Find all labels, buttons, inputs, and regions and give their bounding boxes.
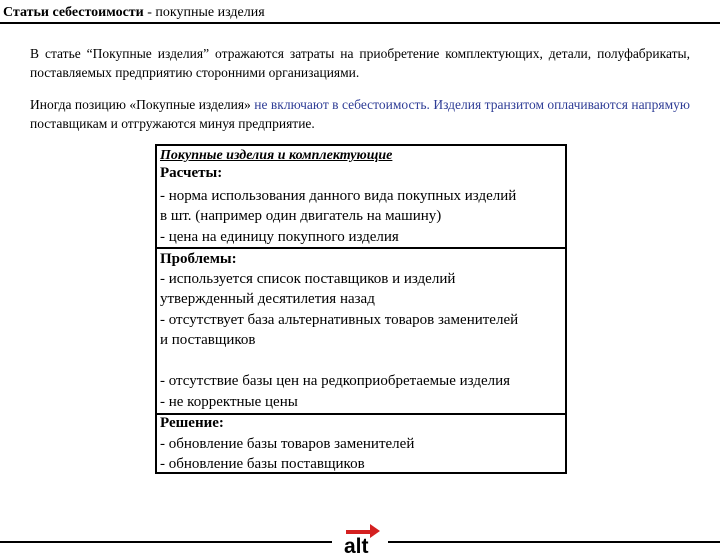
problems-line-6: - не корректные цены xyxy=(160,394,298,410)
solution-line-1: - обновление базы товаров заменителей xyxy=(160,436,415,452)
header-divider xyxy=(0,22,720,24)
intro-paragraph-2-end: поставщикам и отгружаются минуя предприятие. xyxy=(30,116,315,131)
calc-heading: Расчеты: xyxy=(160,165,223,181)
intro-paragraph-1: В статье “Покупные изделия” отражаются затраты на приобретение комплектующих, детали, полуфабрикаты, поставляемых предприятию сторонними организациями. xyxy=(30,46,690,80)
problems-line-2: утвержденный десятилетия назад xyxy=(160,291,375,307)
intro-paragraph-2-start: Иногда позицию «Покупные изделия» xyxy=(30,97,255,112)
solution-line-2: - обновление базы поставщиков xyxy=(160,456,365,472)
slide-title-bold: Статьи себестоимости xyxy=(3,5,144,20)
footer-rule-right xyxy=(388,541,720,543)
problems-line-4: и поставщиков xyxy=(160,332,256,348)
section-divider-1 xyxy=(155,247,567,249)
slide-title xyxy=(3,4,717,21)
box-title: Покупные изделия и комплектующие xyxy=(160,148,393,163)
problems-heading: Проблемы: xyxy=(160,251,237,267)
logo-text: alt xyxy=(344,535,369,554)
solution-heading: Решение: xyxy=(160,415,224,431)
footer-rule-left xyxy=(0,541,332,543)
calc-line-2: в шт. (например один двигатель на машину) xyxy=(160,208,442,224)
calc-line-3: - цена на единицу покупного изделия xyxy=(160,229,399,245)
problems-line-1: - используется список поставщиков и изделий xyxy=(160,271,456,287)
problems-line-5: - отсутствие базы цен на редкоприобретаемые изделия xyxy=(160,373,511,389)
problems-line-3: - отсутствует база альтернативных товаров заменителей xyxy=(160,312,519,328)
calc-line-1: - норма использования данного вида покупных изделий xyxy=(160,188,517,204)
alt-logo xyxy=(340,520,382,554)
slide-title-rest: - покупные изделия xyxy=(143,5,265,20)
intro-paragraph-2-highlight: не включают в себестоимость. Изделия транзитом оплачиваются напрямую xyxy=(254,97,690,112)
intro-paragraph-2 xyxy=(30,95,690,133)
